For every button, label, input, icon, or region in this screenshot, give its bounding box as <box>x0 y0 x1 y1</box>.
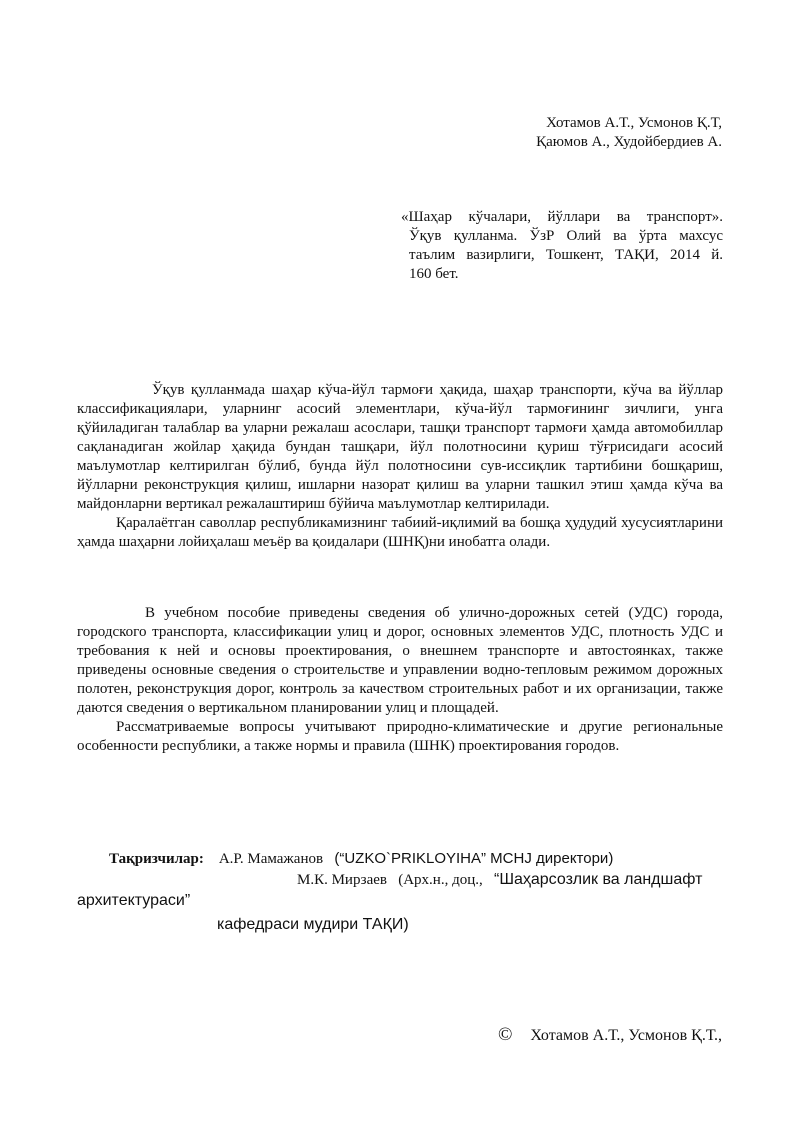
biblio-line-1: «Шаҳар кўчалари, йўллари ва транспорт». <box>401 209 723 225</box>
copyright-text: Хотамов А.Т., Усмонов Қ.Т., <box>530 1027 722 1044</box>
abstract-ru-paragraph-1: В учебном пособие приведены сведения об улично-дорожных сетей (УДС) города, городского транспорта, классификации улиц и дорог, основных элементов УДС, плотность УДС и требования к ней и основы проектирования, о внешнем транспорте и автостоянках, также приведены основные сведения о строительстве и управлении водно-тепловым режимом дорожных полотен, реконструкция дорог, контроль за качеством строительных работ и их организации, также даются сведения о вертикальном планировании улиц и площадей. <box>77 605 723 716</box>
reviewer-2-role-c: архитектураси” <box>77 892 191 909</box>
reviewer-1-role: (“UZKO`PRIKLOYIHA” МCHJ директори) <box>334 850 614 867</box>
biblio-line-4: 160 бет. <box>409 266 459 282</box>
abstract-uz-paragraph-1: Ўқув қулланмада шаҳар кўча-йўл тармоғи ҳақида, шаҳар транспорти, кўча ва йўллар классификациялари, уларнинг асосий элементлари, кўча-йўл тармоғининг зичлиги, унга қўйиладиган талаблар ва уларни режалаш асослари, ташқи транспорт тармоғи ҳамда автомобиллар сақланадиган жойлар ҳақида бундан ташқари, йўл полотносини қуриш тўғрисидаги асосий маълумотлар келтирилган бўлиб, бунда йўл полотносини сув-иссиқлик тартибини бошқариш, йўлларни реконструкция қилиш, ишларни назорат қилиш ва уларни ташкил этиш ҳамда кўча ва майдонларни вертикал режалаштириш бўйича маълумотлар келтирилади. <box>77 382 723 512</box>
reviewer-1-line <box>109 848 613 870</box>
reviewer-2-role-b: “Шаҳарсозлик ва ландшафт <box>493 871 703 888</box>
reviewer-2-role-a: (Арх.н., доц., <box>398 872 483 888</box>
abstract-russian <box>77 604 723 756</box>
reviewer-1-name: А.Р. Мамажанов <box>218 851 324 867</box>
reviewer-2-role-d: кафедраси мудири ТАҚИ) <box>217 916 409 933</box>
abstract-ru-paragraph-2: Рассматриваемые вопросы учитывают природно-климатические и другие региональные особенности республики, а также нормы и правила (ШНК) проектирования городов. <box>77 719 723 754</box>
copyright-icon: © <box>497 1024 513 1045</box>
biblio-line-3: таълим вазирлиги, Тошкент, ТАҚИ, 2014 й. <box>409 247 723 263</box>
reviewer-2-line <box>297 869 702 891</box>
authors-block <box>536 114 722 152</box>
copyright-line <box>498 1024 722 1046</box>
abstract-uz-paragraph-2: Қаралаётган саволлар республикамизнинг табиий-иқлимий ва бошқа ҳудудий хусусиятларини ҳамда шаҳарни лойиҳалаш меъёр ва қоидалари (ШНҚ)ни инобатга олади. <box>77 515 723 550</box>
abstract-uzbek <box>77 381 723 552</box>
authors-line-1: Хотамов А.Т., Усмонов Қ.Т, <box>546 115 722 131</box>
reviewer-2-name: М.К. Мирзаев <box>297 872 387 888</box>
authors-line-2: Қаюмов А., Худойбердиев А. <box>536 134 722 150</box>
biblio-line-2: Ўқув қулланма. ЎзР Олий ва ўрта махсус <box>409 228 723 244</box>
bibliographic-reference <box>401 208 723 284</box>
reviewers-label: Тақризчилар: <box>109 851 204 867</box>
